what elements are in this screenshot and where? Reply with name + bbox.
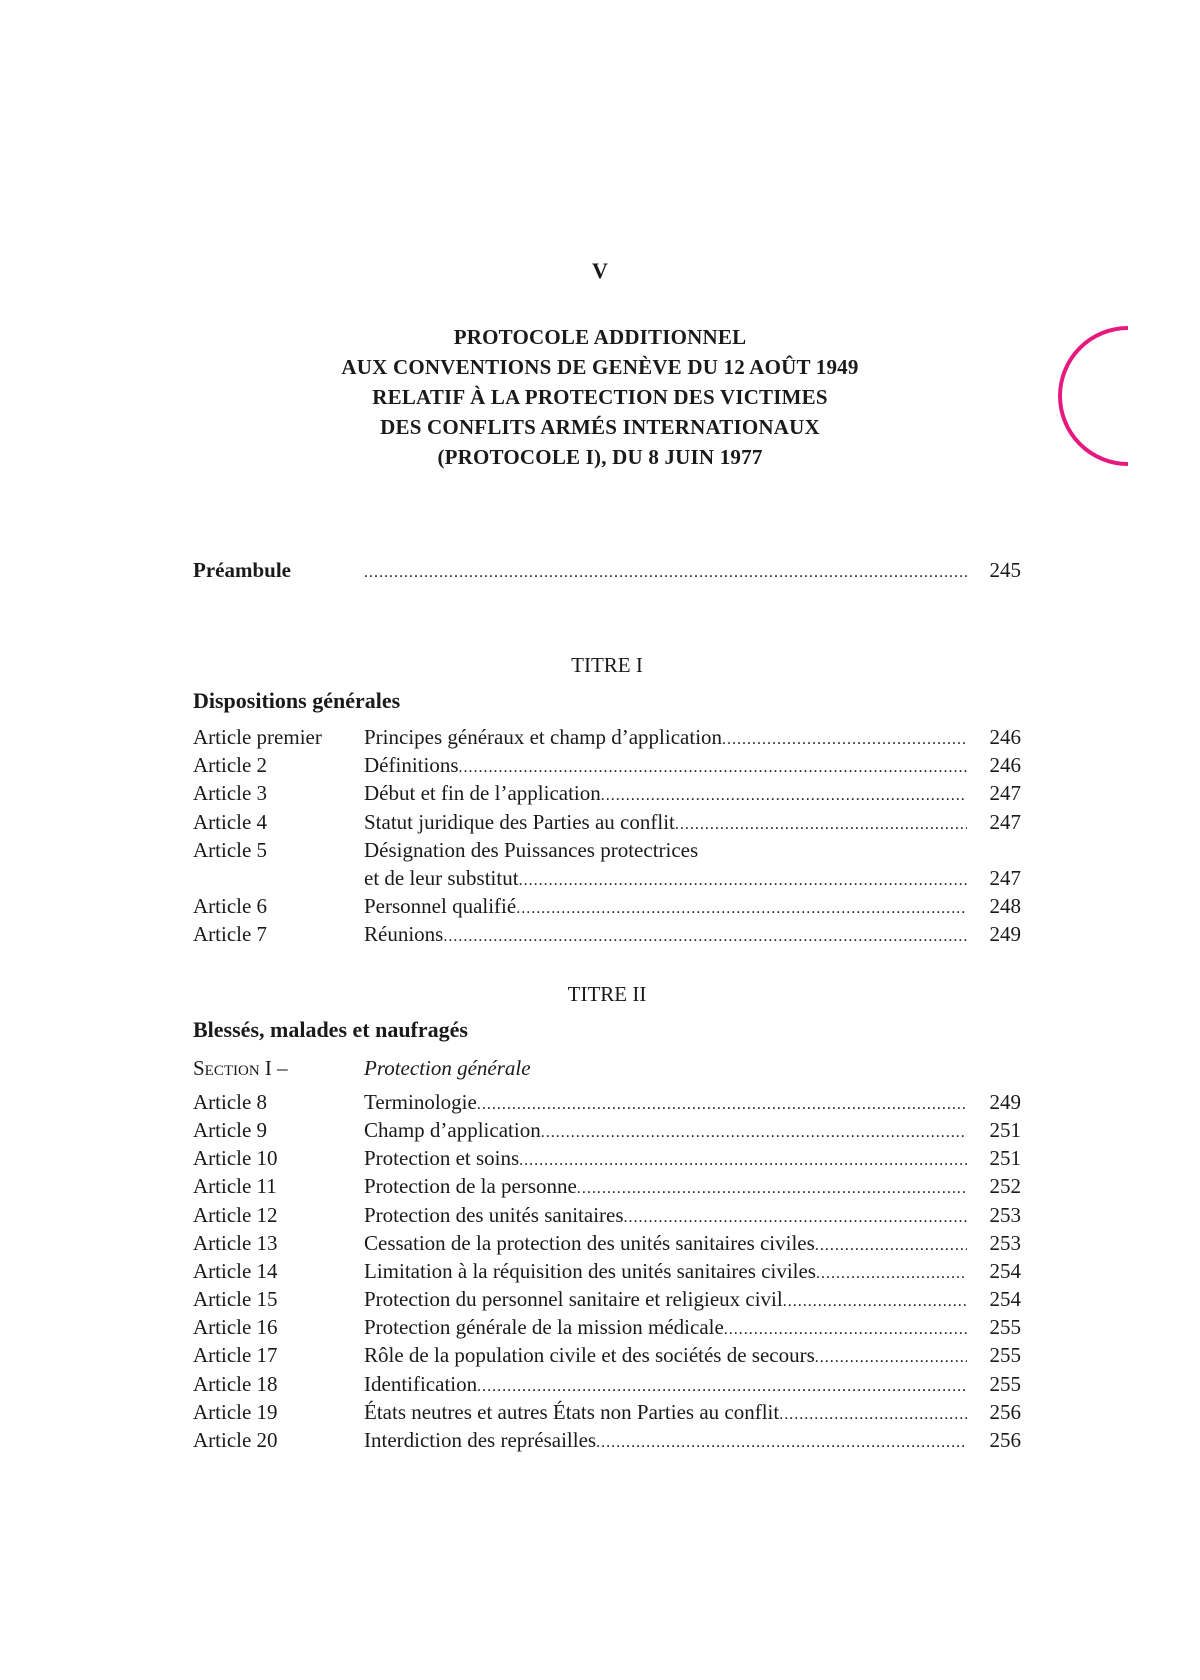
toc-label: Article 6 — [193, 894, 268, 919]
toc-row[interactable] — [193, 864, 1021, 892]
toc-row[interactable] — [193, 1201, 1021, 1229]
title-line: DES CONFLITS ARMÉS INTERNATIONAUX — [380, 415, 820, 439]
leader-dots — [722, 723, 967, 754]
toc-page: 247 — [989, 866, 1021, 890]
toc-label: Article 14 — [193, 1258, 278, 1283]
toc-page: 245 — [989, 558, 1021, 582]
toc-label: Article 16 — [193, 1315, 278, 1340]
toc-row[interactable] — [193, 1426, 1021, 1454]
toc-page: 246 — [989, 725, 1021, 749]
toc-desc: Terminologie — [364, 1090, 477, 1114]
toc-desc: États neutres et autres États non Parties au conflit — [364, 1399, 780, 1424]
toc-desc: Statut juridique des Parties au conflit — [364, 809, 675, 834]
leader-dots — [815, 1229, 967, 1260]
toc-label: Article 12 — [193, 1202, 278, 1227]
leader-dots — [519, 1144, 967, 1175]
toc-row[interactable] — [193, 751, 1021, 779]
leader-dots — [516, 892, 967, 923]
titre-number: TITRE II — [567, 982, 647, 1006]
leader-dots — [364, 556, 967, 587]
toc-desc: Personnel qualifié — [364, 894, 517, 919]
leader-dots — [477, 1370, 967, 1401]
leader-dots — [477, 1088, 967, 1119]
toc-desc: Désignation des Puissances protectrices — [364, 837, 699, 862]
title-line: (PROTOCOLE I), DU 8 JUIN 1977 — [437, 445, 763, 469]
toc-row[interactable] — [193, 920, 1021, 948]
toc-row[interactable] — [193, 1172, 1021, 1200]
leader-dots — [601, 779, 967, 810]
toc-label: Article 4 — [193, 809, 268, 834]
titre-number: TITRE I — [571, 653, 643, 677]
toc-row[interactable] — [193, 836, 1021, 864]
leader-dots — [675, 808, 967, 839]
toc-page: 254 — [989, 1287, 1021, 1312]
document-title — [0, 322, 1200, 472]
leader-dots — [577, 1172, 967, 1203]
toc-desc: Champ d’application — [364, 1118, 541, 1143]
toc-row[interactable] — [193, 892, 1021, 920]
toc-page: 253 — [989, 1202, 1021, 1227]
toc-desc: Interdiction des représailles — [364, 1427, 597, 1452]
toc-page: 251 — [989, 1146, 1021, 1171]
leader-dots — [541, 1116, 967, 1147]
toc-label: Article 19 — [193, 1399, 278, 1424]
toc-label: Article 8 — [193, 1090, 268, 1114]
toc-label: Article 15 — [193, 1287, 278, 1312]
toc-label: Article 11 — [193, 1174, 277, 1199]
toc-desc: Protection et soins — [364, 1146, 520, 1171]
leader-dots — [459, 751, 968, 782]
leader-dots — [443, 920, 967, 951]
toc-desc: Principes généraux et champ d’application — [364, 725, 723, 749]
toc-row[interactable] — [193, 1313, 1021, 1341]
toc-page: 247 — [989, 809, 1021, 834]
toc-row[interactable] — [193, 1341, 1021, 1369]
toc-row[interactable] — [193, 1398, 1021, 1426]
toc-row[interactable] — [193, 1257, 1021, 1285]
toc-page: 252 — [989, 1174, 1021, 1199]
toc-row[interactable] — [193, 1116, 1021, 1144]
toc-label: Préambule — [193, 558, 291, 582]
section-name: Protection générale — [364, 1056, 531, 1080]
toc-page: 249 — [989, 922, 1021, 947]
section-label: Section I – — [193, 1056, 288, 1080]
toc-page: 249 — [989, 1090, 1021, 1114]
toc-row[interactable] — [193, 723, 1021, 751]
title-line: RELATIF À LA PROTECTION DES VICTIMES — [372, 385, 828, 409]
toc-row[interactable] — [193, 1370, 1021, 1398]
section-heading — [193, 1054, 1021, 1082]
toc-label: Article premier — [193, 725, 322, 749]
toc-page: 247 — [989, 781, 1021, 806]
toc-label: Article 20 — [193, 1427, 278, 1452]
toc-page: 255 — [989, 1371, 1021, 1396]
toc-label: Article 13 — [193, 1230, 278, 1255]
toc-desc: Définitions — [364, 753, 459, 778]
toc-row[interactable] — [193, 1285, 1021, 1313]
toc-desc: Cessation de la protection des unités sanitaires civiles — [364, 1230, 815, 1255]
titre-name: Dispositions générales — [193, 688, 401, 713]
chapter-number: V — [592, 258, 608, 283]
toc-page: 253 — [989, 1230, 1021, 1255]
toc-page: 255 — [989, 1315, 1021, 1340]
toc-label: Article 18 — [193, 1371, 278, 1396]
toc-label: Article 3 — [193, 781, 268, 806]
toc-row[interactable] — [193, 1229, 1021, 1257]
toc-row[interactable] — [193, 779, 1021, 807]
leader-dots — [779, 1398, 967, 1429]
toc-desc: Identification — [364, 1371, 478, 1396]
leader-dots — [815, 1341, 967, 1372]
toc-page: 255 — [989, 1343, 1021, 1368]
title-line: PROTOCOLE ADDITIONNEL — [453, 325, 747, 349]
toc-desc: Début et fin de l’application — [364, 781, 601, 806]
toc-row[interactable] — [193, 1144, 1021, 1172]
toc-label: Article 17 — [193, 1343, 278, 1368]
toc-page: 254 — [989, 1258, 1021, 1283]
toc-desc: Protection générale de la mission médicale — [364, 1315, 724, 1340]
toc-desc: Protection du personnel sanitaire et religieux civil — [364, 1287, 783, 1312]
titre-name: Blessés, malades et naufragés — [193, 1017, 468, 1042]
toc-desc: Rôle de la population civile et des sociétés de secours — [364, 1343, 815, 1368]
toc-row[interactable] — [193, 1088, 1021, 1116]
leader-dots — [519, 864, 967, 895]
toc-page: 256 — [989, 1399, 1021, 1424]
toc-label: Article 7 — [193, 922, 268, 947]
toc-desc: Protection de la personne — [364, 1174, 577, 1199]
toc-label: Article 2 — [193, 753, 268, 778]
toc-row[interactable] — [193, 808, 1021, 836]
toc-label: Article 5 — [193, 837, 268, 862]
toc-desc: Limitation à la réquisition des unités sanitaires civiles — [364, 1258, 816, 1283]
toc-page: 251 — [989, 1118, 1021, 1143]
toc-page: 256 — [989, 1427, 1021, 1452]
leader-dots — [596, 1426, 967, 1457]
leader-dots — [724, 1313, 967, 1344]
toc-label: Article 10 — [193, 1146, 278, 1171]
toc-label: Article 9 — [193, 1118, 268, 1143]
leader-dots — [816, 1257, 967, 1288]
toc-desc: Protection des unités sanitaires — [364, 1202, 624, 1227]
toc-desc: Réunions — [364, 922, 444, 947]
toc-page: 246 — [989, 753, 1021, 778]
title-line: AUX CONVENTIONS DE GENÈVE DU 12 AOÛT 1949 — [341, 355, 859, 379]
toc-page: 248 — [989, 894, 1021, 919]
leader-dots — [624, 1201, 967, 1232]
toc-row-preamble[interactable] — [193, 556, 1021, 584]
leader-dots — [783, 1285, 967, 1316]
toc-desc: et de leur substitut — [364, 866, 519, 890]
